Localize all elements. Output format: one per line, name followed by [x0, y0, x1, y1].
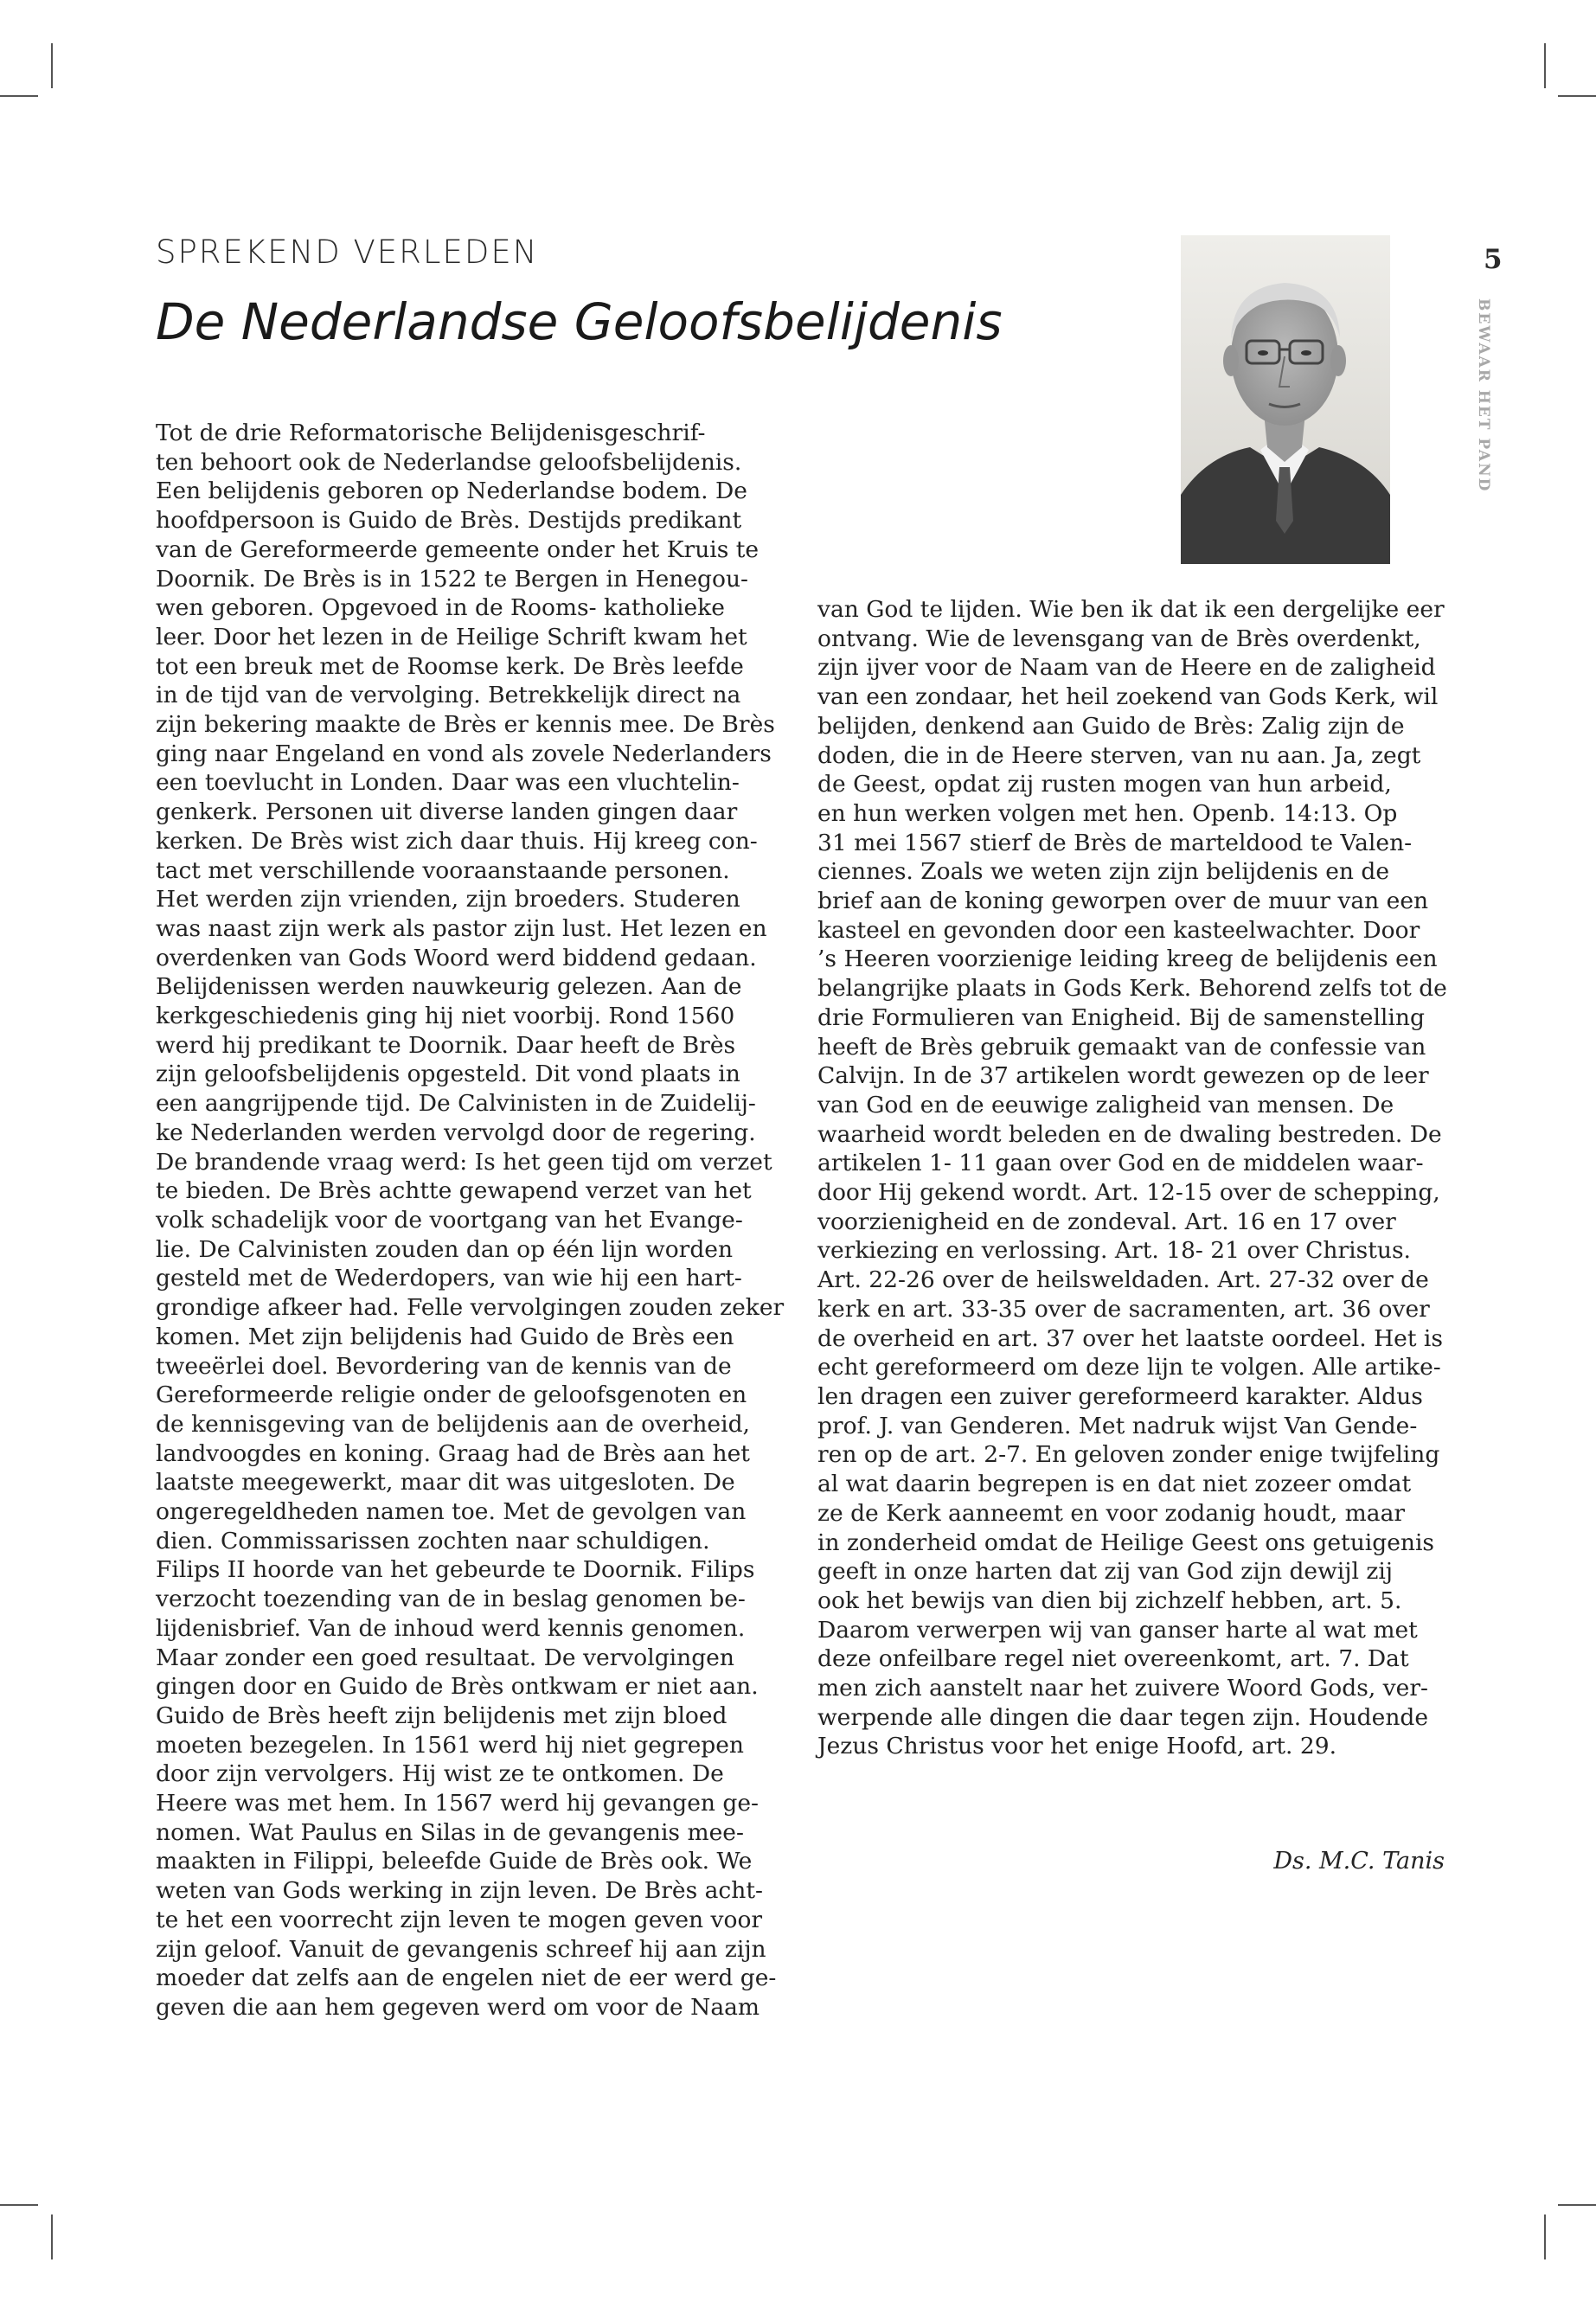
- article-column-left: [156, 419, 813, 2022]
- text-line: werd hij predikant te Doornik. Daar heeft de Brès: [156, 1031, 736, 1059]
- text-line: verkiezing en verlossing. Art. 18- 21 over Christus.: [817, 1237, 1411, 1265]
- text-line: doden, die in de Heere sterven, van nu aan. Ja, zegt: [817, 741, 1421, 769]
- text-line: tact met verschillende vooraanstaande personen.: [156, 856, 730, 884]
- text-line: Het werden zijn vrienden, zijn broeders. Studeren: [156, 886, 740, 913]
- text-line: grondige afkeer had. Felle vervolgingen zouden zeker: [156, 1294, 785, 1322]
- text-line: maakten in Filippi, beleefde Guide de Brès ook. We: [156, 1848, 753, 1875]
- text-line: voorzienigheid en de zondeval. Art. 16 en 17 over: [817, 1208, 1396, 1235]
- text-line: werpende alle dingen die daar tegen zijn. Houdende: [817, 1703, 1429, 1731]
- author-signature: Ds. M.C. Tanis: [1273, 1848, 1445, 1875]
- text-line: De brandende vraag werd: Is het geen tijd om verzet: [156, 1148, 772, 1176]
- text-line: kerkgeschiedenis ging hij niet voorbij. Rond 1560: [156, 1003, 735, 1030]
- text-line: Een belijdenis geboren op Nederlandse bodem. De: [156, 478, 747, 505]
- text-line: komen. Met zijn belijdenis had Guido de Brès een: [156, 1323, 734, 1350]
- text-line: artikelen 1- 11 gaan over God en de middelen waar-: [817, 1150, 1424, 1177]
- text-line: door zijn vervolgers. Hij wist ze te ontkomen. De: [156, 1760, 724, 1788]
- text-line: geven die aan hem gegeven werd om voor de Naam: [156, 1993, 760, 2021]
- text-line: Tot de drie Reformatorische Belijdenisgeschrif-: [156, 420, 706, 446]
- text-line: de kennisgeving van de belijdenis aan de overheid,: [156, 1410, 750, 1438]
- text-line: tweeërlei doel. Bevordering van de kennis van de: [156, 1352, 732, 1380]
- text-line: heeft de Brès gebruik gemaakt van de confessie van: [817, 1033, 1426, 1061]
- text-line: volk schadelijk voor de voortgang van het Evange-: [156, 1206, 743, 1234]
- text-line: ciennes. Zoals we weten zijn zijn belijdenis en de: [817, 858, 1390, 886]
- text-line: belangrijke plaats in Gods Kerk. Behorend zelfs tot de: [817, 975, 1447, 1003]
- text-line: in zonderheid omdat de Heilige Geest ons getuigenis: [817, 1529, 1435, 1556]
- text-line: te het een voorrecht zijn leven te mogen geven voor: [156, 1906, 763, 1933]
- text-line: zijn bekering maakte de Brès er kennis mee. De Brès: [156, 711, 775, 739]
- author-portrait: [1181, 235, 1390, 564]
- text-line: ongeregeldheden namen toe. Met de gevolgen van: [156, 1498, 747, 1526]
- section-label: SPREKEND VERLEDEN: [156, 234, 539, 271]
- text-line: de overheid en art. 37 over het laatste oordeel. Het is: [817, 1324, 1444, 1352]
- text-line: Jezus Christus voor het enige Hoofd, art. 29.: [817, 1733, 1337, 1760]
- page-number: 5: [1484, 244, 1503, 275]
- crop-mark: [0, 2204, 38, 2206]
- text-line: drie Formulieren van Enigheid. Bij de samenstelling: [817, 1003, 1425, 1031]
- text-line: een aangrijpende tijd. De Calvinisten in de Zuidelij-: [156, 1090, 756, 1118]
- text-line: brief aan de koning geworpen over de muur van een: [817, 888, 1429, 915]
- text-line: ze de Kerk aanneemt en voor zodanig houdt, maar: [817, 1499, 1406, 1527]
- text-line: wen geboren. Opgevoed in de Rooms- katholieke: [156, 594, 725, 622]
- text-line: de Geest, opdat zij rusten mogen van hun arbeid,: [817, 771, 1392, 798]
- text-line: kasteel en gevonden door een kasteelwachter. Door: [817, 916, 1420, 944]
- text-line: nomen. Wat Paulus en Silas in de gevangenis mee-: [156, 1818, 744, 1846]
- portrait-illustration: [1181, 235, 1390, 564]
- crop-mark: [1558, 2204, 1596, 2206]
- text-line: Guido de Brès heeft zijn belijdenis met zijn bloed: [156, 1702, 727, 1729]
- crop-mark: [0, 95, 38, 97]
- text-line: echt gereformeerd om deze lijn te volgen. Alle artike-: [817, 1354, 1441, 1381]
- text-line: ren op de art. 2-7. En geloven zonder enige twijfeling: [817, 1441, 1440, 1469]
- text-line: Heere was met hem. In 1567 werd hij gevangen ge-: [156, 1790, 760, 1817]
- text-line: te bieden. De Brès achtte gewapend verzet van het: [156, 1177, 752, 1205]
- text-line: van een zondaar, het heil zoekend van Gods Kerk, wil: [817, 683, 1439, 711]
- text-line: genkerk. Personen uit diverse landen gingen daar: [156, 798, 738, 826]
- text-line: geeft in onze harten dat zij van God zijn dewijl zij: [817, 1558, 1394, 1586]
- text-line: hoofdpersoon is Guido de Brès. Destijds predikant: [156, 507, 742, 535]
- text-line: Art. 22-26 over de heilsweldaden. Art. 27-32 over de: [817, 1266, 1429, 1294]
- text-line: Belijdenissen werden nauwkeurig gelezen. Aan de: [156, 973, 742, 1001]
- text-line: len dragen een zuiver gereformeerd karakter. Aldus: [817, 1382, 1423, 1410]
- text-line: in de tijd van de vervolging. Betrekkelijk direct na: [156, 682, 741, 709]
- text-line: ging naar Engeland en vond als zovele Nederlanders: [156, 740, 772, 767]
- text-line: tot een breuk met de Roomse kerk. De Brès leefde: [156, 652, 744, 680]
- article-title: De Nederlandse Geloofsbelijdenis: [156, 292, 1003, 351]
- text-line: lijdenisbrief. Van de inhoud werd kennis genomen.: [156, 1614, 746, 1642]
- text-line: landvoogdes en koning. Graag had de Brès aan het: [156, 1439, 750, 1467]
- text-line: moeten bezegelen. In 1561 werd hij niet gegrepen: [156, 1731, 744, 1759]
- text-line: 31 mei 1567 stierf de Brès de marteldood te Valen-: [817, 829, 1413, 856]
- text-line: waarheid wordt beleden en de dwaling bestreden. De: [817, 1120, 1442, 1148]
- text-line: ke Nederlanden werden vervolgd door de regering.: [156, 1118, 756, 1146]
- crop-mark: [51, 2214, 53, 2259]
- text-line: Daarom verwerpen wij van ganser harte al wat met: [817, 1616, 1418, 1644]
- text-line: ook het bewijs van dien bij zichzelf hebben, art. 5.: [817, 1586, 1402, 1614]
- crop-mark: [51, 43, 53, 88]
- crop-mark: [1544, 2214, 1546, 2259]
- crop-mark: [1544, 43, 1546, 88]
- text-line: ontvang. Wie de levensgang van de Brès overdenkt,: [817, 625, 1421, 652]
- text-line: weten van Gods werking in zijn leven. De Brès acht-: [156, 1877, 763, 1905]
- text-line: ten behoort ook de Nederlandse geloofsbelijdenis.: [156, 448, 742, 476]
- text-line: verzocht toezending van de in beslag genomen be-: [156, 1586, 746, 1613]
- text-line: en hun werken volgen met hen. Openb. 14:13. Op: [817, 799, 1398, 827]
- text-line: ’s Heeren voorzienige leiding kreeg de belijdenis een: [817, 945, 1438, 973]
- text-line: belijden, denkend aan Guido de Brès: Zalig zijn de: [817, 712, 1405, 740]
- article-column-right: [817, 595, 1447, 1761]
- text-line: door Hij gekend wordt. Art. 12-15 over de schepping,: [817, 1179, 1440, 1207]
- text-line: een toevlucht in Londen. Daar was een vluchtelin-: [156, 769, 740, 797]
- text-line: van God en de eeuwige zaligheid van mensen. De: [817, 1091, 1394, 1118]
- text-line: kerk en art. 33-35 over de sacramenten, art. 36 over: [817, 1295, 1430, 1323]
- text-line: deze onfeilbare regel niet overeenkomt, art. 7. Dat: [817, 1645, 1409, 1673]
- running-title: BEWAAR HET PAND: [1475, 298, 1492, 493]
- text-line: al wat daarin begrepen is en dat niet zozeer omdat: [817, 1471, 1412, 1498]
- text-line: van de Gereformeerde gemeente onder het Kruis te: [156, 535, 760, 563]
- text-line: gesteld met de Wederdopers, van wie hij een hart-: [156, 1265, 742, 1292]
- text-line: moeder dat zelfs aan de engelen niet de eer werd ge-: [156, 1965, 777, 1992]
- text-line: dien. Commissarissen zochten naar schuldigen.: [156, 1527, 710, 1554]
- text-line: Maar zonder een goed resultaat. De vervolgingen: [156, 1644, 734, 1671]
- text-line: zijn ijver voor de Naam van de Heere en de zaligheid: [817, 654, 1436, 682]
- text-line: men zich aanstelt naar het zuivere Woord Gods, ver-: [817, 1675, 1428, 1702]
- text-line: gingen door en Guido de Brès ontkwam er niet aan.: [156, 1673, 759, 1701]
- text-line: van God te lijden. Wie ben ik dat ik een dergelijke eer: [817, 596, 1445, 623]
- text-line: kerken. De Brès wist zich daar thuis. Hij kreeg con-: [156, 827, 758, 855]
- text-line: prof. J. van Genderen. Met nadruk wijst Van Gende-: [817, 1412, 1418, 1439]
- text-line: lie. De Calvinisten zouden dan op één lijn worden: [156, 1235, 734, 1263]
- text-line: was naast zijn werk als pastor zijn lust. Het lezen en: [156, 914, 767, 942]
- text-line: zijn geloof. Vanuit de gevangenis schreef hij aan zijn: [156, 1935, 766, 1963]
- text-line: leer. Door het lezen in de Heilige Schrift kwam het: [156, 623, 747, 651]
- crop-mark: [1558, 95, 1596, 97]
- text-line: Gereformeerde religie onder de geloofsgenoten en: [156, 1381, 747, 1409]
- text-line: overdenken van Gods Woord werd biddend gedaan.: [156, 944, 757, 971]
- text-line: Calvijn. In de 37 artikelen wordt gewezen op de leer: [817, 1062, 1429, 1090]
- text-line: Filips II hoorde van het gebeurde te Doornik. Filips: [156, 1556, 755, 1584]
- text-line: laatste meegewerkt, maar dit was uitgesloten. De: [156, 1469, 735, 1497]
- text-line: zijn geloofsbelijdenis opgesteld. Dit vond plaats in: [156, 1061, 740, 1088]
- text-line: Doornik. De Brès is in 1522 te Bergen in Henegou-: [156, 565, 748, 593]
